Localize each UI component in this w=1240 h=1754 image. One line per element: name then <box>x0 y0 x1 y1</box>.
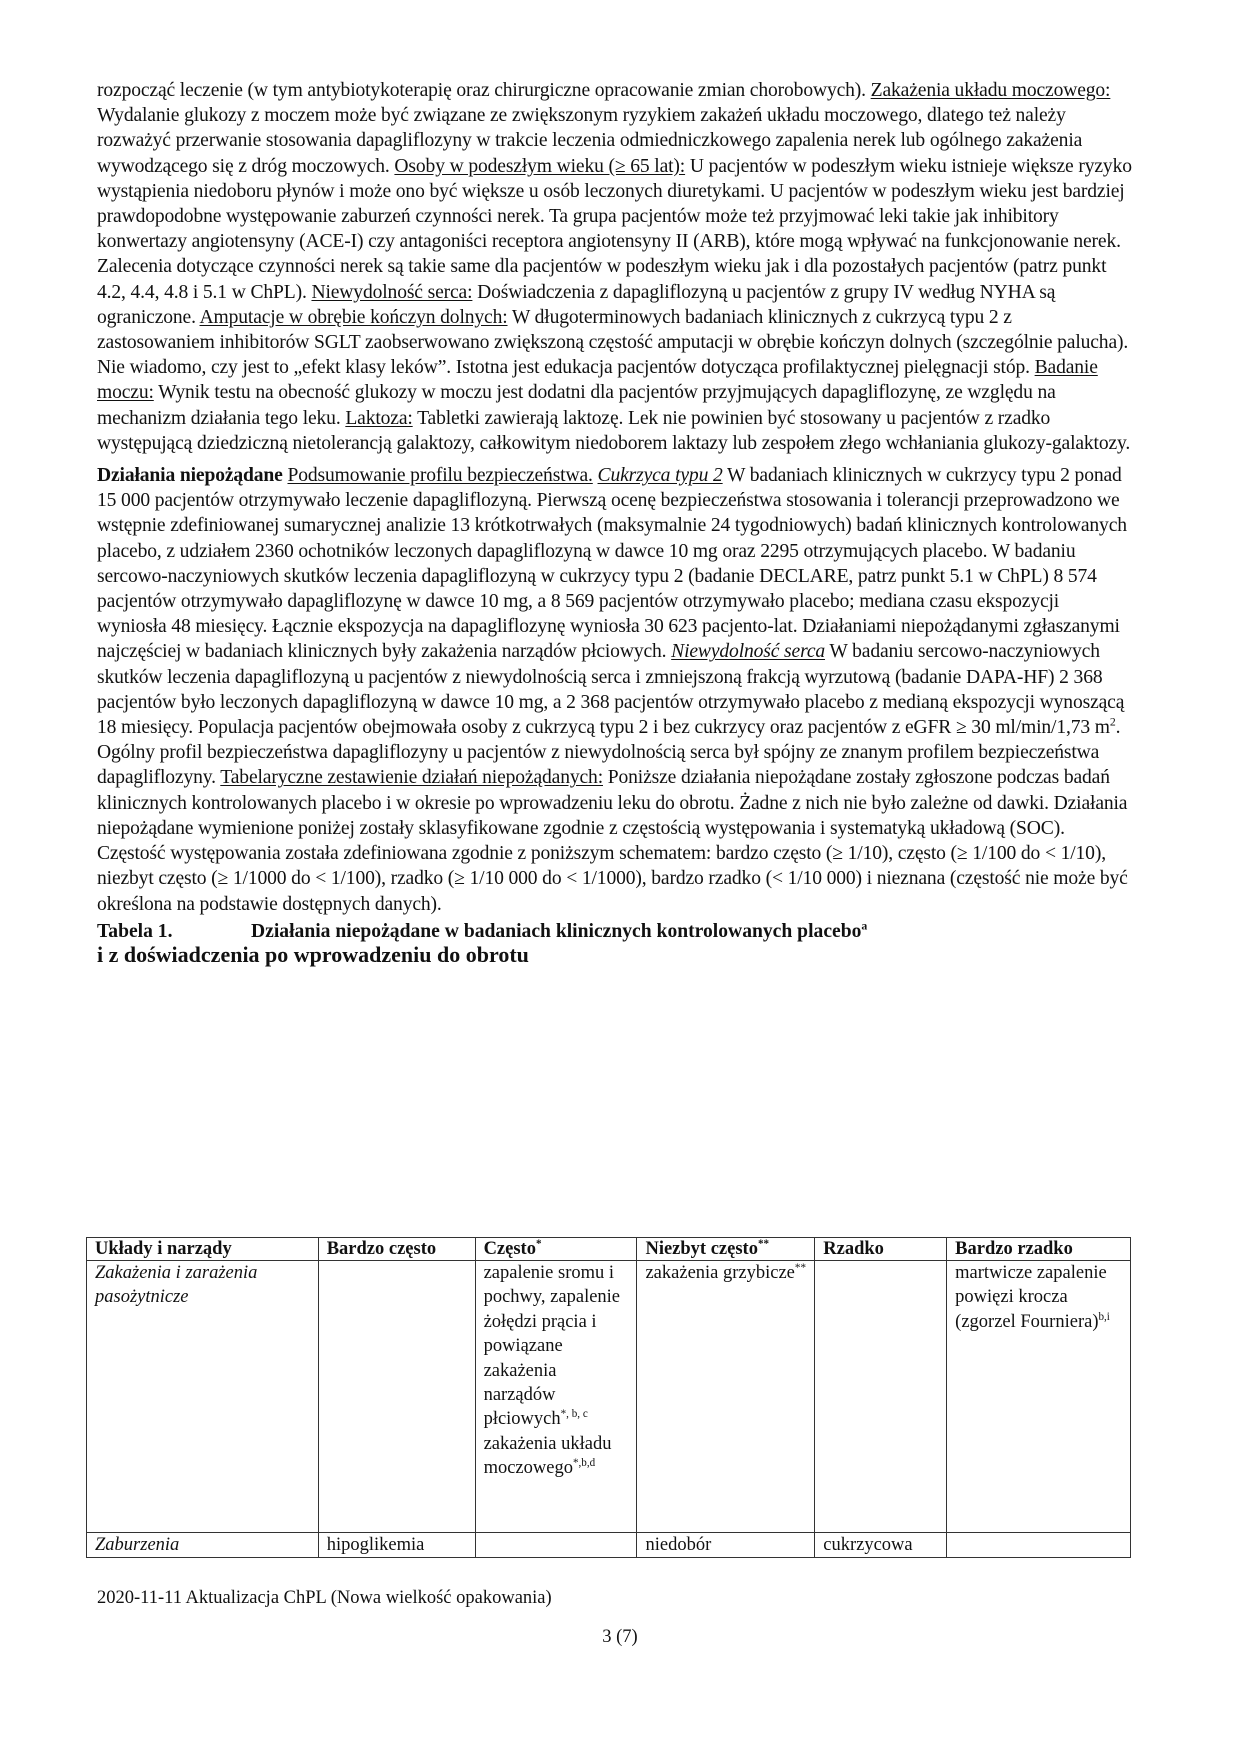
paragraph-warnings: rozpocząć leczenie (w tym antybiotykoterapię oraz chirurgiczne opracowanie zmian chorobowych). Zakażenia układu moczowego: Wydalanie glukozy z moczem może być związane ze zwiększonym ryzykiem zakażeń układu moczowego, dlatego też należy rozważyć przerwanie stosowania dapagliflozyny w trakcie leczenia odmiedniczkowego zapalenia nerek lub ogólnego zakażenia wywodzącego się z dróg moczowych. Osoby w podeszłym wieku (≥ 65 lat): U pacjentów w podeszłym wieku istnieje większe ryzyko wystąpienia niedoboru płynów i może ono być większe u osób leczonych diuretykami. U pacjentów w podeszłym wieku jest bardziej prawdopodobne występowanie zaburzeń czynności nerek. Ta grupa pacjentów może też przyjmować leki takie jak inhibitory konwertazy angiotensyny (ACE-I) czy antagoniści receptora angiotensyny II (ARB), które mogą wpływać na funkcjonowanie nerek. Zalecenia dotyczące czynności nerek są takie same dla pacjentów w podeszłym wieku jak i dla pozostałych pacjentów (patrz punkt 4.2, 4.4, 4.8 i 5.1 w ChPL). Niewydolność serca: Doświadczenia z dapagliflozyną u pacjentów z grupy IV według NYHA są ograniczone. Amputacje w obrębie kończyn dolnych: W długoterminowych badaniach klinicznych z cukrzycą typu 2 z zastosowaniem inhibitorów SGLT zaobserwowano zwiększoną częstość amputacji w obrębie kończyn dolnych (szczególnie palucha). Nie wiadomo, czy jest to „efekt klasy leków”. Istotna jest edukacja pacjentów dotycząca profilaktycznej pielęgnacji stóp. Badanie moczu: Wynik testu na obecność glukozy w moczu jest dodatni dla pacjentów przyjmujących dapagliflozynę, ze względu na mechanizm działania tego leku. Laktoza: Tabletki zawierają laktozę. Lek nie powinien być stosowany u pacjentów z rzadko występującą dziedziczną nietolerancją galaktozy, całkowitym niedoborem laktazy lub zespołem złego wchłaniania glukozy-galaktozy. <box>97 80 1132 454</box>
heading-amputations: Amputacje w obrębie kończyn dolnych: <box>199 306 508 328</box>
cell-uncommon: zakażenia grzybicze** <box>637 1261 815 1533</box>
cell-soc: Zakażenia i zarażenia pasożytnicze <box>87 1261 319 1533</box>
heading-urine-test: Badanie moczu: <box>97 357 1098 404</box>
cell-uncommon: niedobór <box>637 1533 815 1558</box>
table-caption-line2: i z doświadczenia po wprowadzeniu do obrotu <box>97 941 529 967</box>
table-header-row <box>87 1238 1131 1261</box>
header-common: Często* <box>475 1238 637 1261</box>
cell-common: zapalenie sromu i pochwy, zapalenie żołędzi prącia i powiązane zakażenia narządów płciowych$^{*, b, c}$ zakażenia układu moczowego$^{*,b,d}$ <box>475 1261 637 1533</box>
paragraph-adverse-effects: Działania niepożądane Podsumowanie profilu bezpieczeństwa. Cukrzyca typu 2 W badaniach klinicznych w cukrzycy typu 2 ponad 15 000 pacjentów otrzymywało leczenie dapagliflozyną. Pierwszą ocenę bezpieczeństwa stosowania i tolerancji przeprowadzono we wstępnie zdefiniowanej sumarycznej analizie 13 krótkotrwałych (maksymalnie 24 tygodniowych) badań klinicznych kontrolowanych placebo, z udziałem 2360 ochotników leczonych dapagliflozyną w dawce 10 mg oraz 2295 otrzymujących placebo. W badaniu sercowo-naczyniowych skutków leczenia dapagliflozyną w cukrzycy typu 2 (badanie DECLARE, patrz punkt 5.1 w ChPL) 8 574 pacjentów otrzymywało dapagliflozynę w dawce 10 mg, a 8 569 pacjentów otrzymywało placebo; mediana czasu ekspozycji wyniosła 48 miesięcy. Łącznie ekspozycja na dapagliflozynę wyniosła 30 623 pacjento-lat. Działaniami niepożądanymi zgłaszanymi najczęściej w badaniach klinicznych były zakażenia narządów płciowych. Niewydolność serca W badaniu sercowo-naczyniowych skutków leczenia dapagliflozyną u pacjentów z niewydolnością serca i zmniejszoną frakcją wyrzutową (badanie DAPA-HF) 2 368 pacjentów było leczonych dapagliflozyną w dawce 10 mg, a 2 368 pacjentów otrzymywało placebo z medianą ekspozycji wynoszącą 18 miesięcy. Populacja pacjentów obejmowała osoby z cukrzycą typu 2 i bez cukrzycy oraz pacjentów z eGFR ≥ 30 ml/min/1,73 $m^2$. Ogólny profil bezpieczeństwa dapagliflozyny u pacjentów z niewydolnością serca był spójny ze znanym profilem bezpieczeństwa dapagliflozyny. Tabelaryczne zestawienie działań niepożądanych: Poniższe działania niepożądane zostały zgłoszone podczas badań klinicznych kontrolowanych placebo i w okresie po wprowadzeniu leku do obrotu. Żadne z nich nie było zależne od dawki. Działania niepożądane wymienione poniżej zostały sklasyfikowane zgodnie z częstością występowania i systematyką układową (SOC). Częstość występowania została zdefiniowana zgodnie z poniższym schematem: bardzo często (≥ 1/10), często (≥ 1/100 do < 1/10), niezbyt często (≥ 1/1000 do < 1/100), rzadko (≥ 1/10 000 do < 1/1000), bardzo rzadko (< 1/10 000) i nieznana (częstość nie może być określona na podstawie dostępnych danych). <box>97 465 1128 915</box>
section-heading-adverse-effects: Działania niepożądane <box>97 465 283 487</box>
heading-heart-failure-section: Niewydolność serca <box>671 641 826 663</box>
cell-very-common <box>318 1261 475 1533</box>
heading-lactose: Laktoza: <box>345 407 413 429</box>
heading-elderly: Osoby w podeszłym wieku (≥ 65 lat): <box>394 155 686 177</box>
table-title: Działania niepożądane w badaniach klinicznych kontrolowanych placebo <box>251 920 862 942</box>
cell-common <box>475 1533 637 1558</box>
cell-very-rare: martwicze zapalenie powięzi krocza (zgorzel Fourniera)$^{b,i}$ <box>947 1261 1131 1533</box>
table-row <box>87 1533 1131 1558</box>
adverse-reactions-table <box>86 1237 1131 1558</box>
footer-version: 2020-11-11 Aktualizacja ChPL (Nowa wielkość opakowania) <box>97 1588 552 1608</box>
cell-rare: cukrzycowa <box>815 1533 947 1558</box>
table-row <box>87 1261 1131 1533</box>
header-very-rare: Bardzo rzadko <box>947 1238 1131 1261</box>
heading-heart-failure: Niewydolność serca: <box>311 281 473 303</box>
header-soc: Układy i narządy <box>87 1238 319 1261</box>
header-rare: Rzadko <box>815 1238 947 1261</box>
heading-tabular-summary: Tabelaryczne zestawienie działań niepożądanych: <box>220 767 603 789</box>
heading-urinary-tract-infections: Zakażenia układu moczowego: <box>870 80 1111 101</box>
table-caption: Tabela 1. Działania niepożądane w badaniach klinicznych kontrolowanych placebo$^a$ <box>97 919 868 942</box>
header-uncommon: Niezbyt często** <box>637 1238 815 1261</box>
table-label: Tabela 1. <box>97 920 173 942</box>
page-number: 3 (7) <box>602 1627 638 1647</box>
cell-soc: Zaburzenia <box>87 1533 319 1558</box>
heading-diabetes-type-2: Cukrzyca typu 2 <box>597 465 723 487</box>
heading-safety-profile: Podsumowanie profilu bezpieczeństwa. <box>287 465 593 487</box>
header-very-common: Bardzo często <box>318 1238 475 1261</box>
cell-very-common: hipoglikemia <box>318 1533 475 1558</box>
cell-very-rare <box>947 1533 1131 1558</box>
document-body <box>97 78 1132 967</box>
cell-rare <box>815 1261 947 1533</box>
